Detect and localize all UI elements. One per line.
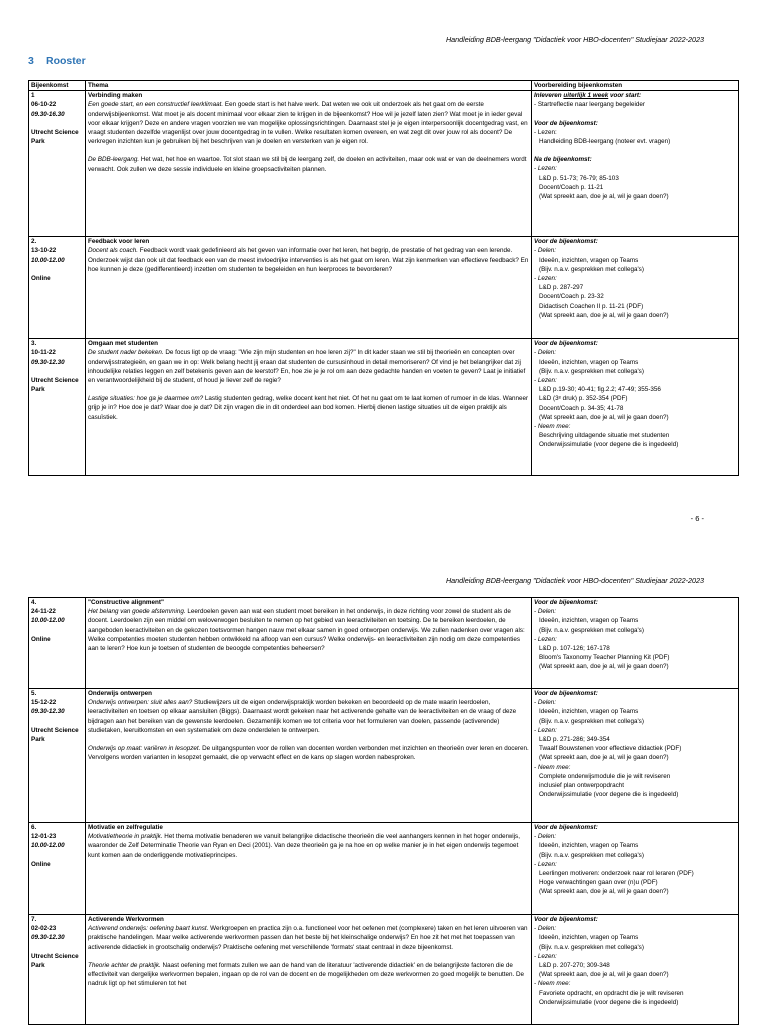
section-title [28,55,86,67]
lezen-item: (Wat spreekt aan, doe je al, wil je gaan doen?) [539,888,669,896]
delen-label: - Delen: [534,247,557,255]
session-location: Online [31,274,51,282]
thema-paragraph [88,744,529,762]
neem-mee-item: Onderwijssimulatie (voor degene die is ingedeeld) [539,791,679,799]
bijeenkomst-cell [29,339,86,476]
delen-item: Ideeën, inzichten, vragen op Teams [539,708,639,716]
na-item: L&D p. 51-73; 76-79; 85-103 [539,174,619,182]
thema-paragraph [88,394,529,422]
thema-title: Feedback voor leren [88,238,150,246]
session-location: Utrecht Science Park [31,128,79,146]
session-date: 06-10-22 [31,101,57,109]
lezen-item: L&D (3ᵉ druk) p. 352-354 (PDF) [539,395,628,403]
paragraph-text: Feedback wordt vaak gedefinieerd als het geven van informatie over het leren, het begrip, de prestatie of het gedrag van een lerende. Onderzoek wijst dan ook uit dat feedback een van de meest invloedrijke interventies is als het gaat om leren. Wat zijn kenmerken van effectieve feedback? En hoe kunnen je deze (gedifferentieerd) inzetten om studenten te begeleiden en hun leerproces te bevorderen? [88,247,529,273]
thema-paragraph [88,607,529,653]
session-time: 10.00-12.00 [31,617,65,625]
voor-heading: Voor de bijeenkomst: [534,824,598,831]
bijeenkomst-cell [29,237,86,339]
session-number: 2. [31,238,37,246]
column-header-thema: Thema [86,81,532,91]
paragraph-text: Studiewijzers uit de eigen onderwijspraktijk worden bekeken en beoordeeld op de mate waarin leerdoelen, leeractiviteiten en toetsen op elkaar aansluiten (Biggs). Daarnaast wordt gekeken naar het activerende gehalte van de leeractiviteiten en de vraag of deze bijdragen aan het bereiken van de gewenste leerdoelen. Gezamenlijk komen we tot criteria voor het formuleren van doelen, passende (activerende) studietaken, leeruitkomsten en een systematiek om deze onderdelen te ontwerpen. [88,699,517,734]
thema-cell [86,237,532,339]
page-header: Handleiding BDB-leergang "Didactiek voor HBO-docenten" Studiejaar 2022-2023 [445,35,704,44]
lezen-item: (Wat spreekt aan, doe je al, wil je gaan doen?) [539,311,669,319]
section-title-text: Rooster [46,55,86,67]
page-header-2: Handleiding BDB-leergang "Didactiek voor HBO-docenten" Studiejaar 2022-2023 [445,576,704,585]
paragraph-lead: Het belang van goede afstemming. [88,608,186,616]
delen-item: (Bijv. n.a.v. gesprekken met collega's) [539,367,644,375]
thema-cell [86,91,532,237]
session-time: 10.00-12.00 [31,256,65,264]
voor-heading: Voor de bijeenkomst: [534,340,598,348]
paragraph-text: Werkgroepen en practica zijn o.a. functioneel voor het oefenen met (complexere) taken en het leren uitvoeren van praktische handelingen. Maar welke activerende werkvormen passen dan het beste bij het kleinschalige onderwijs? En hoe zit het met het toepassen van activerende didactiek in grootschalig onderwijs? Praktische oefening met verschillende 'formats' staat centraal in deze bijeenkomst. [88,925,528,951]
lezen-item: (Wat spreekt aan, doe je al, wil je gaan doen?) [539,413,669,421]
delen-label: - Delen: [534,699,557,707]
paragraph-lead: Onderwijs op maat: variëren in lesopzet. [88,745,201,753]
neem-mee-item: Complete onderwijsmodule die je wilt reviseren [539,772,671,780]
session-time: 09.30-12.30 [31,358,65,366]
lezen-item: Bloom's Taxonomy Teacher Planning Kit (PDF) [539,654,670,662]
schedule-table-page-6 [28,80,739,476]
lezen-item: (Wat spreekt aan, doe je al, wil je gaan doen?) [539,971,669,979]
session-location: Online [31,860,51,868]
thema-title: Activerende Werkvormen [88,916,164,923]
voor-heading: Voor de bijeenkomst: [534,916,598,923]
session-date: 13-10-22 [31,247,57,255]
section-number: 3 [28,55,34,67]
session-time: 09.30-12.30 [31,934,65,942]
page-number: - 6 - [690,514,704,523]
delen-item: (Bijv. n.a.v. gesprekken met collega's) [539,851,644,859]
neem-mee-item: inclusief plan ontwerpopdracht [539,782,625,790]
paragraph-lead: Onderwijs ontwerpen: sluit alles aan? [88,699,193,707]
thema-title: Verbinding maken [88,92,143,100]
table-row [29,598,739,689]
table-row [29,237,739,339]
lezen-label: - Lezen: [534,377,557,385]
delen-item: (Bijv. n.a.v. gesprekken met collega's) [539,626,644,634]
thema-cell [86,598,532,689]
paragraph-lead: Activerend onderwijs: oefening baart kunst. [88,925,209,933]
lezen-label: - Lezen: [534,128,557,136]
session-location: Utrecht Science Park [31,376,79,394]
session-number: 7. [31,916,37,923]
session-time: 09.30-12.30 [31,708,65,716]
lezen-item: L&D p. 107-126; 167-178 [539,645,610,653]
bijeenkomst-cell [29,689,86,823]
neem-mee-label: - Neem mee: [534,763,571,771]
session-time: 09.30-16.30 [31,110,65,118]
table-row [29,915,739,1025]
lezen-item: Leerlingen motiveren: onderzoek naar rol leraren (PDF) [539,870,694,878]
column-header-voorbereiding: Voorbereiding bijeenkomsten [532,81,739,91]
thema-paragraph [88,698,529,735]
paragraph-text: De uitgangspunten voor de rollen van docenten worden verbonden met inzichten en theorieën over leren en doceren. Vervolgens worden varianten in lesopzet gemaakt, die op verwacht effect en de kans op slagen worden nabesproken. [88,745,529,762]
thema-cell [86,339,532,476]
bijeenkomst-cell [29,91,86,237]
inleveren-suffix: voor start: [608,92,642,100]
thema-title: Omgaan met studenten [88,340,158,348]
inleveren-heading [534,91,736,100]
thema-title: Onderwijs ontwerpen [88,690,153,697]
schedule-table-page-7 [28,597,739,1025]
paragraph-lead: De student nader bekeken. [88,349,164,357]
session-number: 1 [31,92,35,100]
bijeenkomst-cell [29,598,86,689]
lezen-item: Handleiding BDB-leergang (noteer evt. vragen) [539,138,671,146]
voorbereiding-cell [532,339,739,476]
session-number: 4. [31,599,37,606]
session-number: 5. [31,690,37,697]
column-header-bijeenkomst: Bijeenkomst [29,81,86,91]
session-number: 3. [31,340,37,348]
thema-title: Motivatie en zelfregulatie [88,824,163,831]
thema-paragraph [88,348,529,385]
paragraph-text: Het thema motivatie benaderen we vanuit belangrijke didactische theorieën die veel aanhangers kennen in het hoger onderwijs, waaronder de Zelf Determinatie Theorie van Ryan en Deci (2001). Van deze theorieën ga je na hoe en op welke manier je in het eigen onderwijs tegemoet kunt komen aan de onderliggende motivatieprincipes. [88,833,520,859]
table-row [29,689,739,823]
lezen-item: Didactisch Coachen II p. 11-21 (PDF) [539,302,644,310]
session-location: Online [31,635,51,643]
inleveren-prefix: Inleveren [534,92,564,100]
table-row [29,823,739,915]
voor-heading: Voor de bijeenkomst: [534,238,598,246]
delen-item: (Bijv. n.a.v. gesprekken met collega's) [539,265,644,273]
lezen-item: Hoge verwachtingen gaan over (n)u (PDF) [539,879,658,887]
lezen-item: L&D p.19-30; 40-41; fig.2.2; 47-49; 355-356 [539,386,661,394]
paragraph-lead: Theorie achter de praktijk. [88,961,161,969]
voor-heading: Voor de bijeenkomst: [534,690,598,697]
delen-label: - Delen: [534,349,557,357]
delen-item: (Bijv. n.a.v. gesprekken met collega's) [539,717,644,725]
thema-title: "Constructive alignment" [88,599,164,606]
session-number: 6. [31,824,37,831]
thema-paragraph [88,832,529,860]
bijeenkomst-cell [29,823,86,915]
thema-paragraph [88,246,529,274]
lezen-label: - Lezen: [534,726,557,734]
lezen-item: (Wat spreekt aan, doe je al, wil je gaan doen?) [539,754,669,762]
delen-label: - Delen: [534,925,557,933]
delen-item: Ideeën, inzichten, vragen op Teams [539,934,639,942]
voorbereiding-cell [532,689,739,823]
voor-heading: Voor de bijeenkomst: [534,599,598,606]
voorbereiding-cell [532,91,739,237]
voorbereiding-cell [532,915,739,1025]
lezen-label: - Lezen: [534,952,557,960]
lezen-item: Docent/Coach p. 34-35; 41-78 [539,404,624,412]
session-location: Utrecht Science Park [31,726,79,743]
voorbereiding-cell [532,823,739,915]
session-date: 15-12-22 [31,699,57,707]
neem-mee-item: Onderwijssimulatie (voor degene die is ingedeeld) [539,441,679,449]
delen-item: Ideeën, inzichten, vragen op Teams [539,617,639,625]
paragraph-lead: Lastige situaties: hoe ga je daarmee om? [88,395,204,403]
lezen-label: - Lezen: [534,860,557,868]
table-row [29,339,739,476]
delen-item: Ideeën, inzichten, vragen op Teams [539,358,639,366]
paragraph-text: De focus ligt op de vraag: "Wie zijn mijn studenten en hoe leren zij?" In dit kader staan we stil bij theorieën en concepten over onderwijsstrategieën, en gaan we in op: Welk belang hecht jij eraan dat studenten de cursusinhoud in detail memoriseren? Of vind je het belangrijker dat zij inhoudelijke relaties leggen en zelf betekenis geven aan de leerstof? En, hoe zie je je rol om aan deze gedachte handen en voeten te geven? Laat je initiatief en verantwoordelijkheid bij de student, of houd je liever zelf de regie? [88,349,526,385]
neem-mee-item: Onderwijssimulatie (voor degene die is ingedeeld) [539,998,679,1006]
neem-mee-label: - Neem mee: [534,980,571,988]
bijeenkomst-cell [29,915,86,1025]
table-header-row [29,81,739,91]
lezen-item: L&D p. 271-286; 349-354 [539,736,610,744]
paragraph-lead: Docent als coach. [88,247,139,255]
thema-paragraph [88,961,529,989]
session-location: Utrecht Science Park [31,952,79,969]
paragraph-text: Het wat, het hoe en waartoe. Tot slot staan we stil bij de leergang zelf, de doelen en activiteiten, maar ook wat er van de deelnemers wordt verwacht. Ook zullen we deze sessie individuele en kleine groepsactiviteiten plannen. [88,156,527,173]
lezen-item: Twaalf Bouwstenen voor effectieve didactiek (PDF) [539,745,682,753]
session-date: 10-11-22 [31,349,56,357]
session-date: 12-01-23 [31,833,57,841]
inleveren-item: - Startreflectie naar leergang begeleider [534,101,645,109]
thema-paragraph [88,155,529,173]
neem-mee-label: - Neem mee: [534,423,571,431]
thema-paragraph [88,924,529,952]
session-date: 02-02-23 [31,925,57,933]
delen-item: Ideeën, inzichten, vragen op Teams [539,842,639,850]
voorbereiding-cell [532,237,739,339]
paragraph-lead: De BDB-leergang. [88,156,140,164]
voor-heading: Voor de bijeenkomst: [534,119,598,127]
table-row [29,91,739,237]
session-time: 10.00-12.00 [31,842,65,850]
voorbereiding-cell [532,598,739,689]
thema-paragraph [88,100,529,146]
neem-mee-item: Favoriete opdracht, en opdracht die je wilt reviseren [539,989,684,997]
na-lezen-label: - Lezen: [534,165,557,173]
delen-item: Ideeën, inzichten, vragen op Teams [539,256,639,264]
inleveren-deadline: uiterlijk 1 week [563,92,609,100]
page-break [0,532,768,566]
paragraph-lead: Een goede start, en een constructief leerklimaat. [88,101,224,109]
lezen-item: (Wat spreekt aan, doe je al, wil je gaan doen?) [539,663,669,671]
delen-item: (Bijv. n.a.v. gesprekken met collega's) [539,943,644,951]
thema-cell [86,823,532,915]
neem-mee-item: Beschrijving uitdagende situatie met studenten [539,432,670,440]
lezen-item: L&D p. 207-270; 309-348 [539,962,610,970]
delen-label: - Delen: [534,608,557,616]
na-item: (Wat spreekt aan, doe je al, wil je gaan doen?) [539,193,669,201]
session-date: 24-11-22 [31,608,56,616]
paragraph-lead: Motivatietheorie in praktijk. [88,833,163,841]
thema-cell [86,689,532,823]
paragraph-text: Lastig studenten gedrag, welke docent kent het niet. Of het nu gaat om te laat komen of rumoer in de klas. Wanneer grijp je in? Hoe doe je dat? Waar doe je dat? Dit zijn vragen die in dit onderdeel aan bod komen. Hierbij dienen lastige situaties uit de eigen praktijk als casuïstiek. [88,395,529,421]
na-heading: Na de bijeenkomst: [534,156,592,164]
paragraph-text: Leerdoelen geven aan wat een student moet bereiken in het onderwijs, in deze richting voor zowel de student als de docent. Leerdoelen zijn een middel om weloverwogen besluiten te nemen op het gebied van leeractiviteiten en toetsing. De te bereiken leerdoelen, de aangeboden leeractiviteiten en de gekozen toetsvormen hangen nauw met elkaar samen in goed ontworpen onderwijs. We zullen nadenken over vragen als: Welke competenties moeten studenten hebben ontwikkeld na afloop van een cursus? Welke onderwijs- en leeractiviteiten zijn nodig om deze competenties aan te leren? Hoe kun je toetsen of studenten de beoogde competenties beheersen? [88,608,525,653]
lezen-label: - Lezen: [534,275,557,283]
paragraph-text: Een goede start is het halve werk. Dat weten we ook uit onderzoek als het gaat om de eerste onderwijsbijeenkomst. Wat moet je als docent minimaal voor elkaar zien te krijgen in de bijeenkomst? Hoe wil je jezelf laten zien? Wat moet je in ieder geval voor elkaar krijgen? Deze en andere vragen voorzien we van mogelijke oplossingsrichtingen. Daarnaast stel je je eigen interpersoonlijk docentgedrag vast, en vraagt studenten dezelfde vragenlijst over jouw docentgedrag in te vullen. Welke resultaten komen overeen, en wat zegt dit over jouw rol als docent? De verkregen inzichten kun je gebruiken bij het beschrijven van je doelen en versterken van je eigen rol. [88,101,528,146]
thema-cell [86,915,532,1025]
delen-label: - Delen: [534,833,557,841]
lezen-item: Docent/Coach p. 23-32 [539,293,604,301]
na-item: Docent/Coach p. 11-21 [539,183,604,191]
lezen-label: - Lezen: [534,635,557,643]
lezen-item: L&D p. 287-297 [539,284,584,292]
paragraph-text: Naast oefening met formats zullen we aan de hand van de literatuur 'activerende didactiek' en de belangrijkste factoren die de effectiviteit van dergelijke werkvormen bepalen, ingaan op de rol van de docent en de mogelijkheden om deze werkvormen zo goed mogelijk te benutten. De nadruk ligt op het stimuleren tot het [88,961,525,988]
